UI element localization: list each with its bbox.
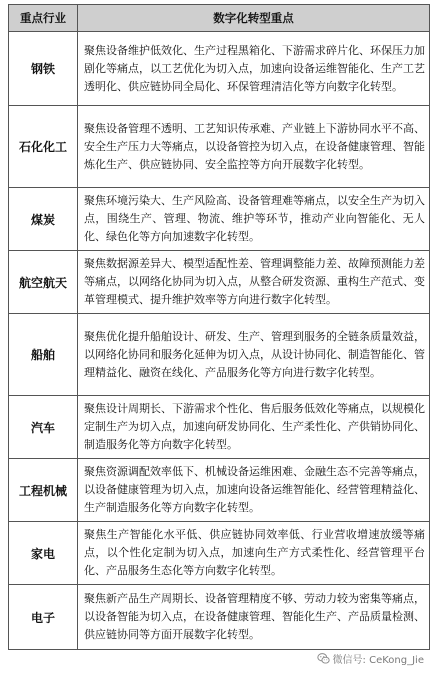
focus-cell: 聚焦设备管理不透明、工艺知识传承难、产业链上下游协同水平不高、安全生产压力大等痛点，以设备管控为切入点，在设备健康管理、智能炼化生产、供应链协同、安全监控等方向开展数字化转型。 (78, 106, 430, 188)
industry-table-container (8, 4, 429, 668)
header-row (9, 5, 430, 32)
focus-cell: 聚焦设计周期长、下游需求个性化、售后服务低效化等痛点，以规模化定制生产为切入点，加速向研发协同化、生产柔性化、产供销协同化、制造服务化等方向数字化转型。 (78, 396, 430, 459)
focus-cell: 聚焦优化提升船舶设计、研发、生产、管理到服务的全链条质量效益，以网络化协同和服务化延伸为切入点，从设计协同化、制造智能化、管理精益化、融资在线化、产品服务化等方向进行数字化转型。 (78, 314, 430, 396)
industry-cell: 石化化工 (9, 106, 78, 188)
industry-cell: 电子 (9, 585, 78, 650)
industry-digital-transformation-table (8, 4, 430, 650)
industry-cell: 煤炭 (9, 188, 78, 251)
header-focus: 数字化转型重点 (78, 5, 430, 32)
industry-cell: 船舶 (9, 314, 78, 396)
focus-cell: 聚焦环境污染大、生产风险高、设备管理难等痛点，以安全生产为切入点，围绕生产、管理、物流、维护等环节，推动产业向智能化、无人化、绿色化等方向加速数字化转型。 (78, 188, 430, 251)
focus-cell: 聚焦生产智能化水平低、供应链协同效率低、行业营收增速放缓等痛点，以个性化定制为切入点，加速向生产方式柔性化、经营管理平台化、产品服务生态化等方向数字化转型。 (78, 522, 430, 585)
header-industry: 重点行业 (9, 5, 78, 32)
table-header (9, 5, 430, 32)
table-row (9, 106, 430, 188)
wechat-icon (317, 652, 330, 665)
industry-cell: 航空航天 (9, 251, 78, 314)
table-row (9, 396, 430, 459)
wechat-watermark (317, 651, 424, 666)
focus-cell: 聚焦数据源差异大、模型适配性差、管理调整能力差、故障预测能力差等痛点，以网络化协同为切入点，从整合研发资源、重构生产范式、变革管理模式、提升维护效率等方向进行数字化转型。 (78, 251, 430, 314)
table-row (9, 459, 430, 522)
focus-cell: 聚焦设备维护低效化、生产过程黑箱化、下游需求碎片化、环保压力加剧化等痛点，以工艺优化为切入点，加速向设备运维智能化、生产工艺透明化、供应链协同全局化、环保管理清洁化等方向数字化转型。 (78, 32, 430, 106)
industry-cell: 工程机械 (9, 459, 78, 522)
focus-cell: 聚焦新产品生产周期长、设备管理精度不够、劳动力较为密集等痛点，以设备智能为切入点，在设备健康管理、智能化生产、产品质量检测、供应链协同等方面开展数字化转型。 (78, 585, 430, 650)
table-row (9, 314, 430, 396)
table-row (9, 522, 430, 585)
table-row (9, 585, 430, 650)
focus-cell: 聚焦资源调配效率低下、机械设备运维困难、金融生态不完善等痛点，以设备健康管理为切入点，加速向设备运维智能化、经营管理精益化、生产制造服务化等方向数字化转型。 (78, 459, 430, 522)
table-body (9, 32, 430, 650)
industry-cell: 汽车 (9, 396, 78, 459)
table-row (9, 32, 430, 106)
table-row (9, 251, 430, 314)
table-row (9, 188, 430, 251)
industry-cell: 家电 (9, 522, 78, 585)
industry-cell: 钢铁 (9, 32, 78, 106)
watermark-text: 微信号: CeKong_Jie (332, 655, 424, 666)
